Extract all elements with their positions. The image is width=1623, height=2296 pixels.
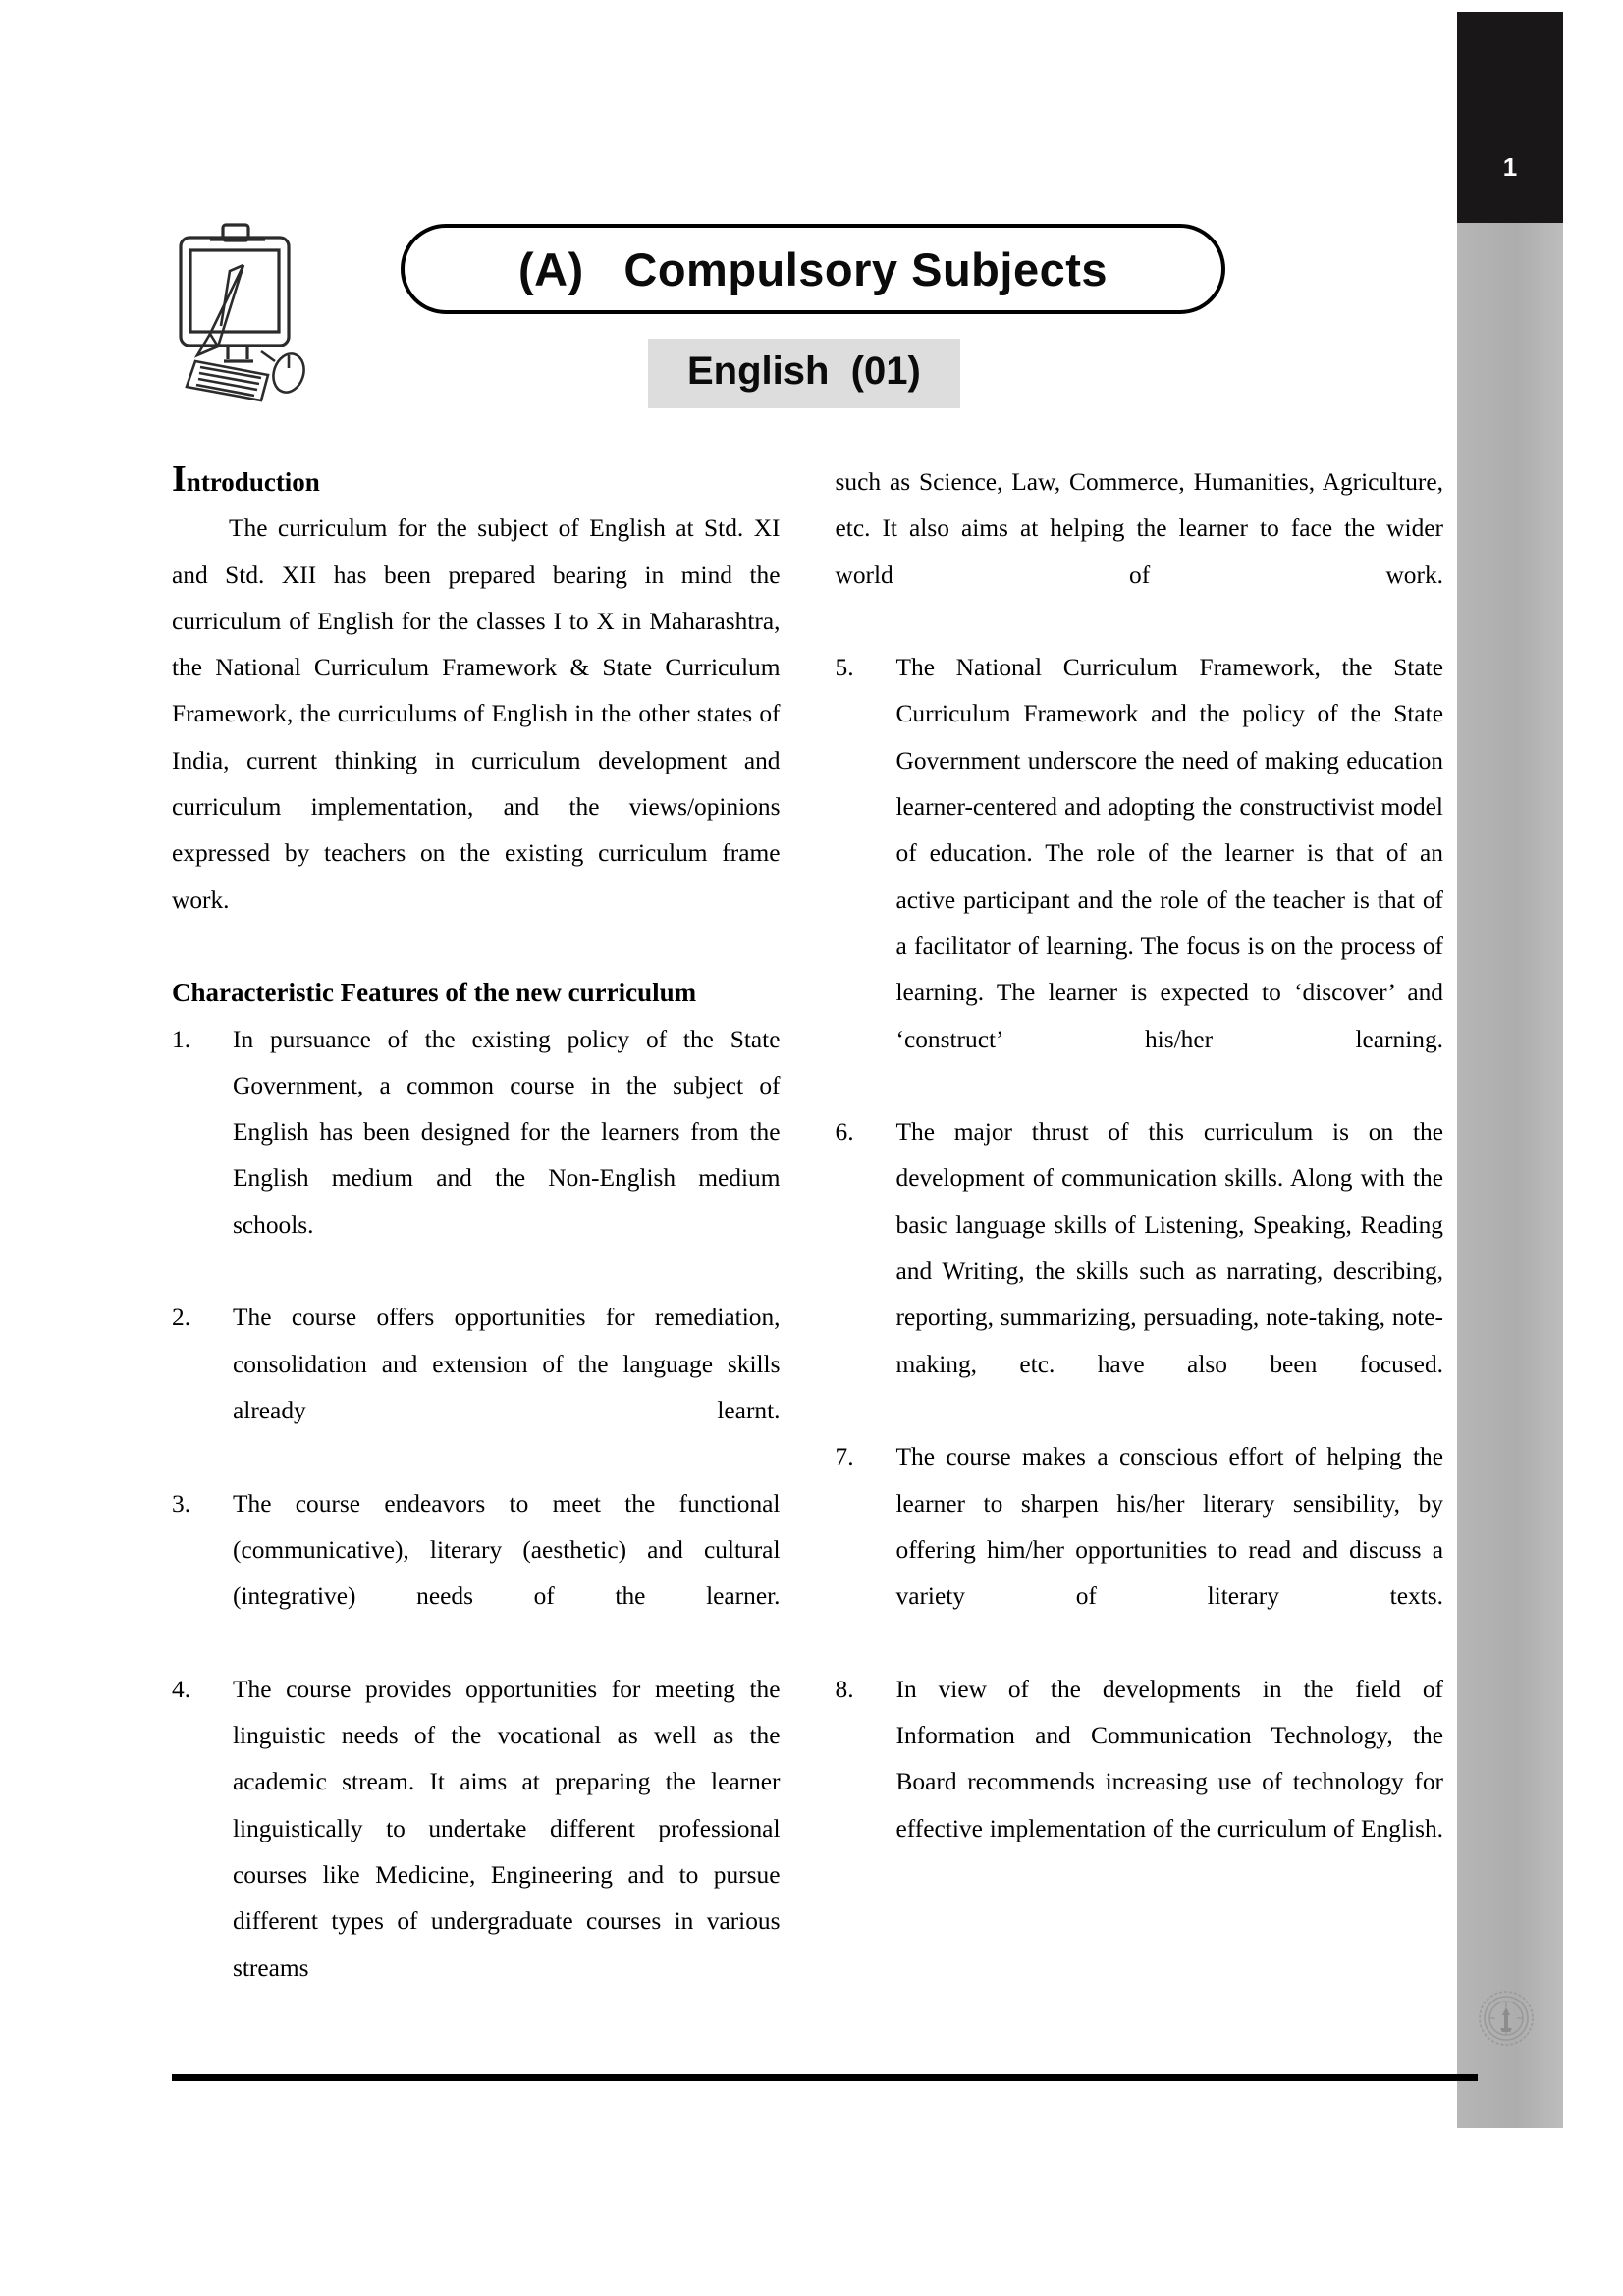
- list-item-number: 3.: [172, 1489, 191, 1518]
- continuation-paragraph: such as Science, Law, Commerce, Humanities, Agriculture, etc. It also aims at helping the learner to face the wider world of work.: [835, 468, 1443, 589]
- list-item-text: In pursuance of the existing policy of the State Government, a common course in the subject of English has been designed for the learners from the English medium and the Non-English medium schools.: [233, 1025, 781, 1239]
- list-item-text: The major thrust of this curriculum is on the development of communication skills. Along with the basic language skills of Listening, Speaking, Reading and Writing, the skills such as narrating, describing, reporting, summarizing, persuading, note-taking, note-making, etc. have also been focused.: [895, 1118, 1443, 1378]
- characteristic-features-heading: Characteristic Features of the new curriculum: [172, 978, 697, 1008]
- right-column: [836, 459, 1444, 2038]
- page-tab-gray-strip: [1457, 223, 1563, 2128]
- list-item: [172, 1017, 781, 1296]
- introduction-dropcap: I: [172, 458, 187, 500]
- list-item: [836, 1109, 1444, 1434]
- list-item-number: 5.: [835, 654, 854, 682]
- footer-divider: [172, 2074, 1478, 2081]
- left-feature-list: [172, 1017, 781, 2039]
- list-item-number: 4.: [172, 1675, 191, 1703]
- compulsory-subjects-title-banner: [401, 224, 1225, 314]
- left-column: [172, 459, 781, 2038]
- list-item: [172, 1295, 781, 1480]
- clipboard-computer-pencil-keyboard-icon: [167, 218, 334, 404]
- list-item-text: The National Curriculum Framework, the State Curriculum Framework and the policy of the State Government underscore the need of making education learner-centered and adopting the constructivist model of education. The role of the learner is that of an active participant and the role of the teacher is that of a facilitator of learning. The focus is on the process of learning. The learner is expected to ‘discover’ and ‘construct’ his/her learning.: [895, 654, 1443, 1053]
- list-item: [836, 1667, 1444, 1898]
- list-item-text: In view of the developments in the field of Information and Communication Technology, the Board recommends increasing use of technology for effective implementation of the curriculum of English.: [895, 1675, 1443, 1842]
- page-header: [0, 147, 1394, 432]
- right-feature-list: [836, 645, 1444, 1898]
- introduction-heading-rest: ntroduction: [186, 467, 320, 497]
- subject-title: English (01): [687, 349, 921, 393]
- two-column-body: [172, 459, 1443, 2038]
- list-item: [836, 1434, 1444, 1666]
- list-item-text: The course endeavors to meet the functional (communicative), literary (aesthetic) and cultural (integrative) needs of the learner.: [233, 1489, 781, 1611]
- page-tab-black: [1457, 12, 1563, 223]
- board-seal-emblem-icon: [1476, 1988, 1537, 2049]
- list-item-number: 1.: [172, 1025, 191, 1053]
- introduction-paragraph: The curriculum for the subject of English at Std. XI and Std. XII has been prepared bearing in mind the curriculum of English for the classes I to X in Maharashtra, the National Curriculum Framework & State Curriculum Framework, the curriculums of English in the other states of India, current thinking in curriculum development and curriculum implementation, and the views/opinions expressed by teachers on the existing curriculum frame work.: [172, 514, 781, 914]
- list-item-text: The course provides opportunities for meeting the linguistic needs of the vocational as well as the academic stream. It aims at preparing the learner linguistically to undertake different professional courses like Medicine, Engineering and to pursue different types of undergraduate courses in various streams: [233, 1675, 781, 1982]
- page-title: (A) Compulsory Subjects: [517, 242, 1109, 295]
- list-item: [172, 1667, 781, 2038]
- list-item-number: 6.: [835, 1118, 854, 1147]
- list-item: [172, 1481, 781, 1667]
- list-item-number: 2.: [172, 1304, 191, 1332]
- list-item-text: The course makes a conscious effort of helping the learner to sharpen his/her literary sensibility, by offering him/her opportunities to read and discuss a variety of literary texts.: [895, 1443, 1443, 1611]
- list-item-number: 7.: [835, 1443, 854, 1471]
- subject-name-badge: [648, 339, 960, 408]
- introduction-heading: [172, 459, 781, 506]
- list-item: [836, 645, 1444, 1109]
- list-item-number: 8.: [835, 1675, 854, 1703]
- page-number: 1: [1502, 152, 1518, 182]
- list-item-text: The course offers opportunities for remediation, consolidation and extension of the language skills already learnt.: [233, 1304, 781, 1424]
